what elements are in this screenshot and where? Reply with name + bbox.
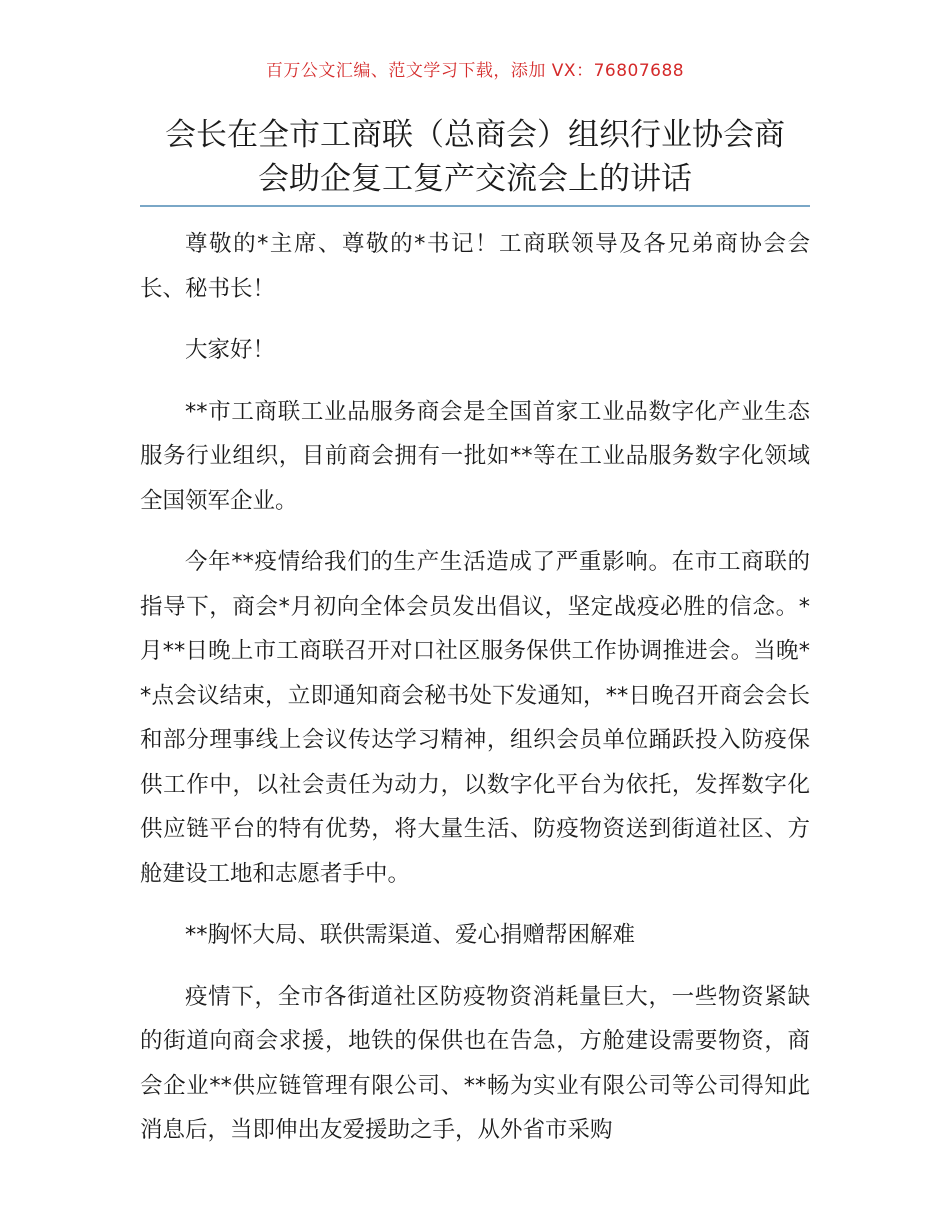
title-line-2: 会助企复工复产交流会上的讲话 xyxy=(258,161,692,197)
paragraph-epidemic: 今年**疫情给我们的生产生活造成了严重影响。在市工商联的指导下，商会*月初向全体会员发出倡议，坚定战疫必胜的信念。*月**日晚上市工商联召开对口社区服务保供工作协调推进会。当晚**点会议结束，立即通知商会秘书处下发通知，**日晚召开商会会长和部分理事线上会议传达学习精神，组织会员单位踊跃投入防疫保供工作中，以社会责任为动力，以数字化平台为依托，发挥数字化供应链平台的特有优势，将大量生活、防疫物资送到街道社区、方舱建设工地和志愿者手中。 xyxy=(140,549,810,887)
header-note: 百万公文汇编、范文学习下载，添加 VX：76807688 xyxy=(265,61,685,81)
title-line-1: 会长在全市工商联（总商会）组织行业协会商 xyxy=(165,117,785,153)
paragraph-intro: **市工商联工业品服务商会是全国首家工业品数字化产业生态服务行业组织，目前商会拥有一批如**等在工业品服务数字化领域全国领军企业。 xyxy=(140,398,810,514)
title-divider xyxy=(140,205,810,207)
paragraph-subheading: **胸怀大局、联供需渠道、爱心捐赠帮困解难 xyxy=(185,922,636,948)
paragraph-salutation: 尊敬的*主席、尊敬的*书记！工商联领导及各兄弟商协会会长、秘书长！ xyxy=(140,231,810,302)
document-body xyxy=(140,222,810,1170)
paragraph-greeting: 大家好！ xyxy=(185,337,276,363)
paragraph-supply: 疫情下，全市各街道社区防疫物资消耗量巨大，一些物资紧缺的街道向商会求援，地铁的保供也在告急，方舱建设需要物资，商会企业**供应链管理有限公司、**畅为实业有限公司等公司得知此消息后，当即伸出友爱援助之手，从外省市采购 xyxy=(140,983,810,1143)
document-title xyxy=(140,113,810,201)
